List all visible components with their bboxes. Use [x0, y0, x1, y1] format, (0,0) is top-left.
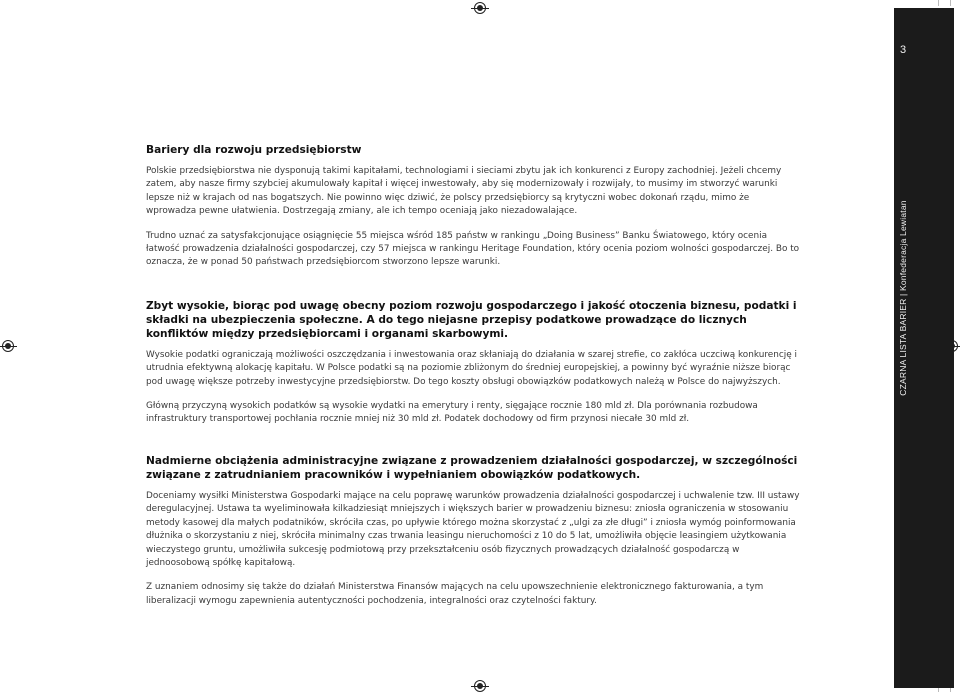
paragraph: Główną przyczyną wysokich podatków są wysokie wydatki na emerytury i renty, sięgające rocznie 180 mld zł. Dla porównania rozbudowa infrastruktury transportowej pochłania rocznie mniej niż 30 mld zł. Podatek dochodowy od firm przynosi niecałe 30 mld zł.: [146, 401, 758, 425]
registration-mark-bottom: [474, 680, 486, 692]
paragraph: Doceniamy wysiłki Ministerstwa Gospodarki mające na celu poprawę warunków prowadzenia działalności gospodarczej i uchwalenie tzw. III ustawy deregulacyjnej. Ustawa ta wyeliminowała kilkadziesiąt mniejszych i większych barier w prowadzeniu biznesu: zniosła ograniczenia w stosowaniu metody kasowej dla małych podatników, skróciła czas, po upływie którego można skorzystać z „ulgi za złe długi” i zniosła wymóg poinformowania dłużnika o skorzystaniu z niej, skróciła minimalny czas trwania leasingu nieruchomości z 10 do 5 lat, umożliwiła objęcie leasingiem użytkowania wieczystego gruntu, umożliwiła sukcesję podmiotową przy przekształceniu osób fizycznych prowadzących działalność gospodarczą w jednoosobową spółkę kapitałową.: [146, 490, 800, 568]
paragraph: Polskie przedsiębiorstwa nie dysponują takimi kapitałami, technologiami i sieciami zbytu jak ich konkurenci z Europy zachodniej. Jeżeli chcemy zatem, aby nasze firmy szybciej akumulowały kapitał i więcej inwestowały, aby się modernizowały i rozwijały, to musimy im stworzyć warunki lepsze niż w krajach od nas bogatszych. Nie powinno więc dziwić, że polscy przedsiębiorcy są krytyczni wobec dokonań rządu, mimo że wprowadza pewne ułatwienia. Dostrzegają zmiany, ale ich tempo oceniają jako niezadowalające.: [146, 166, 782, 217]
sidebar-caption-text: CZARNA LISTA BARIER | Konfederacja Lewiatan: [898, 200, 908, 396]
section-heading: Zbyt wysokie, biorąc pod uwagę obecny poziom rozwoju gospodarczego i jakość otoczenia biznesu, podatki i składki na ubezpieczenia społeczne. A do tego niejasne przepisy podatkowe prowadzące do licznych konfliktów między przedsiębiorcami i organami skarbowymi.: [146, 299, 797, 340]
paragraph: Wysokie podatki ograniczają możliwości oszczędzania i inwestowania oraz skłaniają do działania w szarej strefie, co zakłóca uczciwą konkurencję i utrudnia efektywną alokację kapitału. W Polsce podatki są na poziomie zbliżonym do średniej europejskiej, a powinny być wyraźnie niższe biorąc pod uwagę większe potrzeby inwestycyjne przedsiębiorstw. Do tego koszty obsługi obowiązków podatkowych należą w Polsce do najwyższych.: [146, 349, 797, 387]
page-number: 3: [899, 44, 907, 56]
paragraph: Z uznaniem odnosimy się także do działań Ministerstwa Finansów mających na celu upowszechnienie elektronicznego fakturowania, a tym liberalizacji wymogu zapewnienia autentyczności pochodzenia, integralności oraz czytelności faktury.: [146, 582, 764, 606]
registration-mark-top: [474, 2, 486, 14]
crop-mark: [950, 0, 951, 6]
section-heading: Bariery dla rozwoju przedsiębiorstw: [146, 144, 362, 156]
crop-mark: [938, 0, 939, 6]
registration-mark-left: [2, 340, 14, 352]
section-heading: Nadmierne obciążenia administracyjne związane z prowadzeniem działalności gospodarczej, w szczególności związane z zatrudnianiem pracowników i wypełnianiem obowiązków podatkowych.: [146, 454, 798, 481]
paragraph: Trudno uznać za satysfakcjonujące osiągnięcie 55 miejsca wśród 185 państw w rankingu „Doing Business” Banku Światowego, który ocenia łatwość prowadzenia działalności gospodarczej, czy 57 miejsca w rankingu Heritage Foundation, który ocenia poziom wolności gospodarczej. Bo to oznacza, że w ponad 50 państwach przedsiębiorcom stworzono lepsze warunki.: [146, 230, 800, 268]
sidebar: [894, 8, 954, 688]
document-body: [146, 143, 801, 619]
